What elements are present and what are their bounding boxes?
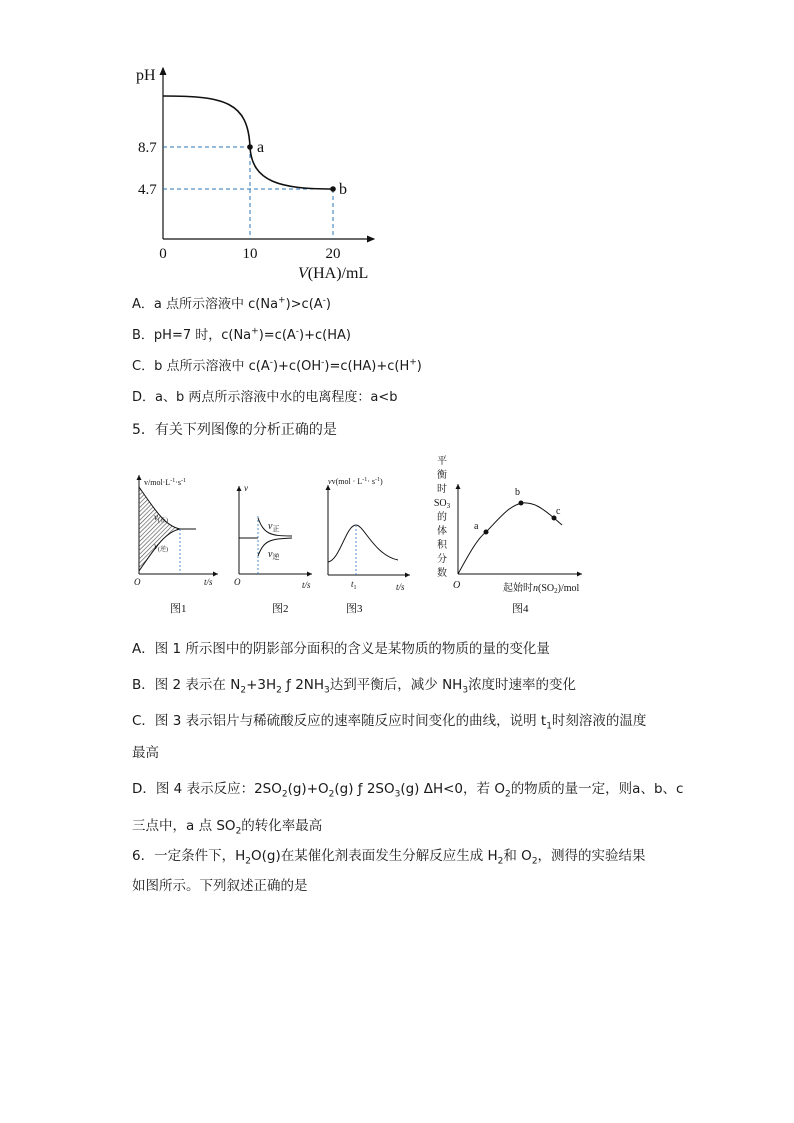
fig4-point-b-label: b xyxy=(515,487,520,498)
fig3-caption: 图3 xyxy=(346,603,363,615)
q6-stem-line2: 如图所示。下列叙述正确的是 xyxy=(132,878,308,894)
fig4-caption: 图4 xyxy=(512,603,529,615)
fig4-y-label-char: 积 xyxy=(437,540,447,551)
fig2-forward-label: $v_正$ xyxy=(268,521,280,533)
figure-1 xyxy=(130,470,225,620)
q5-stem: 5．有关下列图像的分析正确的是 xyxy=(132,422,337,438)
fig2-y-label: v xyxy=(244,483,248,493)
figure-2 xyxy=(232,478,322,620)
point-b-label: b xyxy=(339,181,347,198)
fig4-y-label-char: 的 xyxy=(437,512,447,523)
x-tick-label: 20 xyxy=(325,246,341,262)
q5-option-c-line2: 最高 xyxy=(132,745,159,761)
fig4-x-label: 起始时$n(SO_2)$/mol xyxy=(503,583,580,595)
point-a-label: a xyxy=(257,139,265,156)
x-tick-label: 10 xyxy=(242,246,258,262)
point-b-marker xyxy=(330,186,336,192)
fig3-y-label: $vv(mol \cdot L^{-1}\cdot s^{-1})$ xyxy=(328,477,383,486)
fig2-x-label: t/s xyxy=(302,580,311,590)
fig4-y-label-char: 平 xyxy=(437,456,447,467)
fig4-point-c-label: c xyxy=(556,506,561,517)
fig2-reverse-label: $v_逆$ xyxy=(268,549,280,561)
q4-option-b: B．pH=7 时，c(Na+)=c(A-)+c(HA) xyxy=(132,326,351,343)
fig1-forward-label: $v_{(正)}$ xyxy=(154,512,168,524)
q5-option-d-line2: 三点中，a 点 $SO_2$的转化率最高 xyxy=(132,818,323,837)
q4-option-d: D．a、b 两点所示溶液中水的电离程度：a<b xyxy=(132,390,398,405)
titration-chart xyxy=(130,60,390,285)
x-tick-label: 0 xyxy=(159,246,167,262)
q5-option-a: A．图 1 所示图中的阴影部分面积的含义是某物质的物质的量的变化量 xyxy=(132,641,550,657)
fig2-origin: O xyxy=(234,577,241,587)
fig4-y-label-char: 数 xyxy=(437,568,447,579)
fig4-point-a-label: a xyxy=(474,521,479,532)
fig4-point-a-marker xyxy=(484,530,489,535)
q5-option-b: B．图 2 表示在 $N_2+3H_2$ ƒ $2NH_3$达到平衡后，减少 $NH_3$浓度时速率的变化 xyxy=(132,677,577,696)
fig1-x-label: t/s xyxy=(204,577,213,587)
fig2-caption: 图2 xyxy=(272,603,289,615)
fig4-y-label-char: 衡 xyxy=(437,470,447,481)
point-a-marker xyxy=(247,144,253,150)
figure-4 xyxy=(430,452,610,620)
fig4-y-label-char: 体 xyxy=(437,526,447,537)
figure-3 xyxy=(322,470,422,620)
fig3-rate-curve xyxy=(328,525,398,562)
q6-stem-line1: 6．一定条件下，$H_2O(g)$在某催化剂表面发生分解反应生成 $H_2$和 $O_2$，测得的实验结果 xyxy=(132,848,646,867)
q4-option-c: C．b 点所示溶液中 c(A-)+c(OH-)=c(HA)+c(H+) xyxy=(132,357,422,374)
fig1-shaded-area xyxy=(139,487,180,571)
y-tick-label: 8.7 xyxy=(138,140,157,156)
fig1-origin: O xyxy=(134,577,141,587)
y-axis-label: pH xyxy=(136,67,156,84)
titration-curve xyxy=(163,96,333,189)
x-axis-label: V(HA)/mL xyxy=(298,265,369,282)
q4-option-a: A．a 点所示溶液中 c(Na+)>c(A-) xyxy=(132,295,331,312)
fig4-origin: O xyxy=(453,580,461,591)
fig1-caption: 图1 xyxy=(170,603,187,615)
fig1-reverse-label: $v_{(逆)}$ xyxy=(154,541,168,553)
q5-option-c: C．图 3 表示铝片与稀硫酸反应的速率随反应时间变化的曲线，说明 $t_1$时刻溶液的温度 xyxy=(132,713,647,732)
fig4-y-label-char: 分 xyxy=(437,554,447,565)
y-tick-label: 4.7 xyxy=(138,182,157,198)
fig3-t1-label: $t_1$ xyxy=(351,579,357,591)
q5-option-d: D．图 4 表示反应：$2SO_2(g)+O_2(g)$ ƒ $2SO_3(g)$ ΔH<0，若 $O_2$的物质的量一定，则a、b、c xyxy=(132,781,684,800)
fig3-x-label: t/s xyxy=(396,582,405,592)
fig4-y-label-char: 时 xyxy=(437,484,447,495)
fig4-y-label-char: $SO_3$ xyxy=(433,498,451,510)
fig4-curve xyxy=(458,503,562,574)
fig1-y-label: $v/mol\cdot L^{-1}\cdot s^{-1}$ xyxy=(144,478,186,487)
fig4-point-b-marker xyxy=(519,501,524,506)
